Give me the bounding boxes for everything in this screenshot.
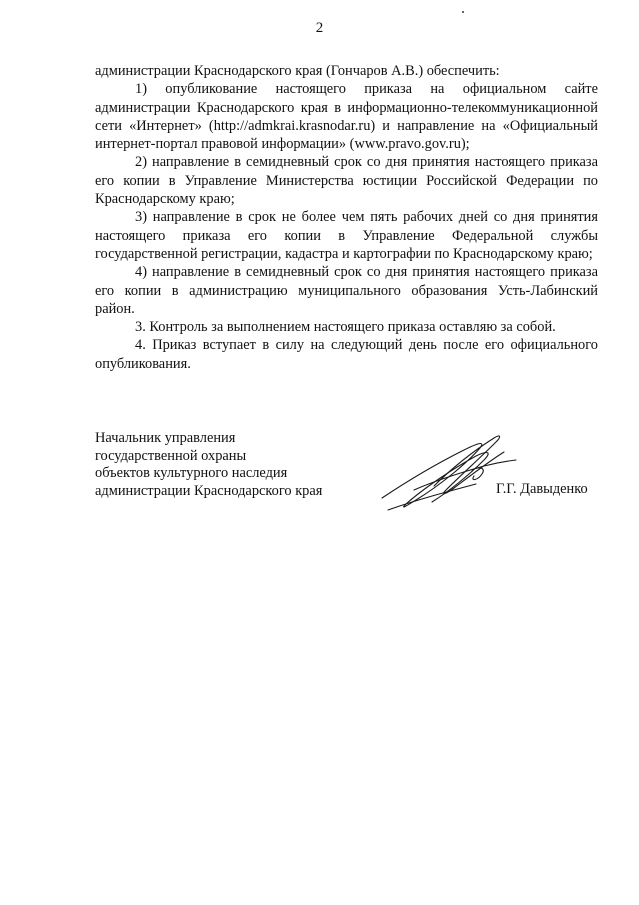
page-number: 2	[315, 20, 324, 36]
paragraph-clause-3: 3. Контроль за выполнением настоящего приказа оставляю за собой.	[135, 319, 556, 336]
document-body	[95, 62, 598, 373]
position-line: объектов культурного наследия	[95, 465, 288, 481]
paragraph-item-1: 1) опубликование настоящего приказа на официальном сайте администрации Краснодарского края в информационно-телекоммуникационной сети «Интернет» (http://admkrai.krasnodar.ru) и направление на «Официальный интернет-портал правовой информации» (www.pravo.gov.ru);	[95, 81, 598, 153]
signer-name: Г.Г. Давыденко	[496, 481, 588, 497]
paragraph-item-3: 3) направление в срок не более чем пять рабочих дней со дня принятия настоящего приказа его копии в Управление Федеральной службы государственной регистрации, кадастра и картографии по Краснодарскому краю;	[95, 209, 598, 262]
position-line: администрации Краснодарского края	[95, 482, 323, 499]
paragraph-intro: администрации Краснодарского края (Гончаров А.В.) обеспечить:	[95, 63, 500, 79]
paragraph-item-4: 4) направление в семидневный срок со дня принятия настоящего приказа его копии в администрацию муниципального образования Усть-Лабинский район.	[95, 264, 598, 317]
scan-speck	[462, 11, 464, 13]
paragraph-clause-4: 4. Приказ вступает в силу на следующий день после его официального опубликования.	[95, 337, 598, 372]
position-line: государственной охраны	[95, 447, 247, 464]
position-line: Начальник управления	[95, 430, 236, 446]
signatory-position	[95, 430, 355, 500]
handwritten-signature	[376, 430, 526, 520]
paragraph-item-2: 2) направление в семидневный срок со дня принятия настоящего приказа его копии в Управление Министерства юстиции Российской Федерации по Краснодарскому краю;	[95, 154, 598, 208]
